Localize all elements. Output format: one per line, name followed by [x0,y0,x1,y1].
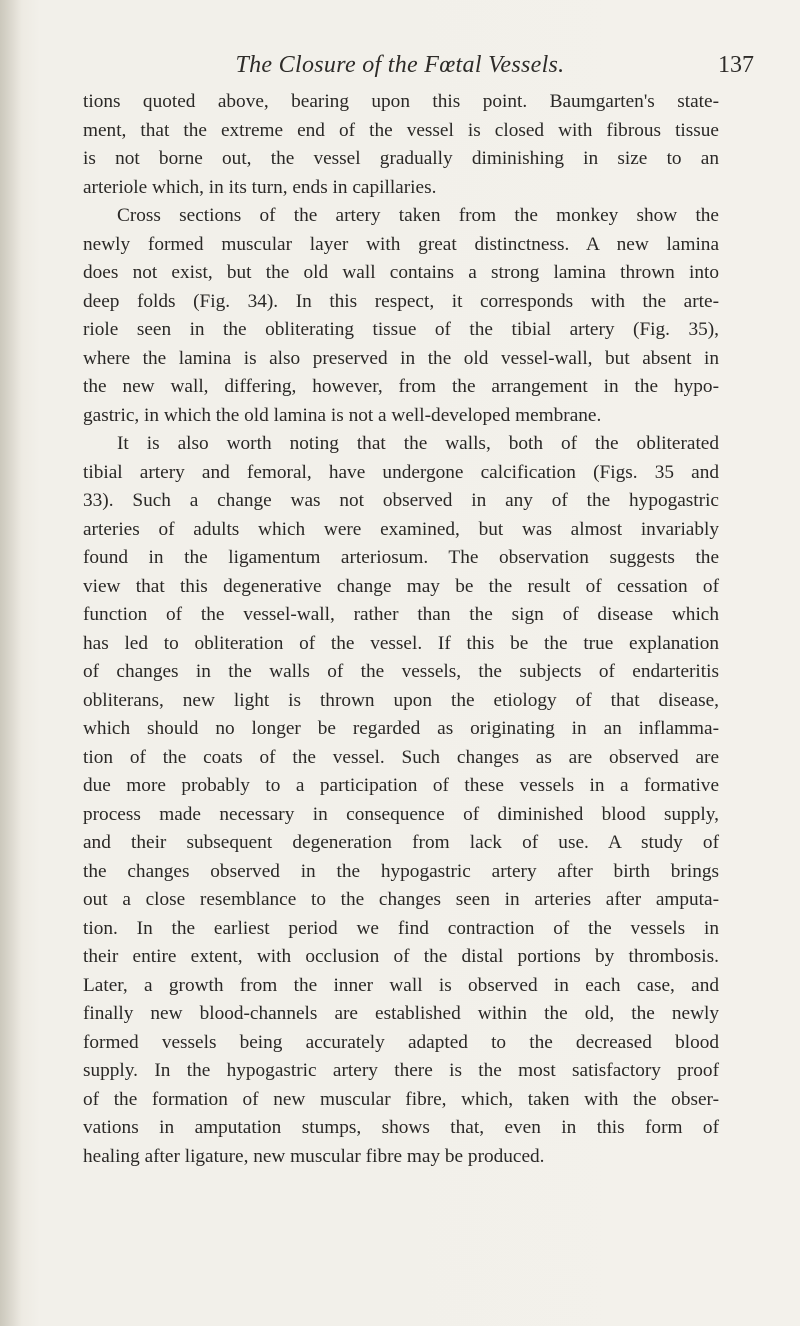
spine-shadow [0,0,22,1326]
text-line: ment, that the extreme end of the vessel is closed with fibrous tissue [83,119,719,141]
text-line: 33). Such a change was not observed in any of the hypogastric [83,490,719,511]
text-line: view that this degenerative change may be the result of cessation of [83,575,719,597]
text-line: gastric, in which the old lamina is not a well-developed membrane. [83,404,602,426]
text-line: deep folds (Fig. 34). In this respect, it corresponds with the arte- [83,290,719,312]
text-line: tibial artery and femoral, have undergone calcification (Figs. 35 and [83,461,719,483]
text-line: of the formation of new muscular fibre, which, taken with the obser- [83,1088,719,1110]
text-line: process made necessary in consequence of diminished blood supply, [83,803,719,825]
text-line: arteries of adults which were examined, but was almost invariably [83,518,719,540]
text-line: formed vessels being accurately adapted to the decreased blood [83,1031,719,1053]
text-line: their entire extent, with occlusion of the distal portions by thrombosis. [83,946,719,967]
text-line: obliterans, new light is thrown upon the etiology of that disease, [83,689,719,711]
text-line: It is also worth noting that the walls, both of the obliterated [117,433,719,454]
text-line: which should no longer be regarded as originating in an inflamma- [83,718,719,739]
text-line: tion of the coats of the vessel. Such changes as are observed are [83,746,719,768]
text-line: does not exist, but the old wall contains a strong lamina thrown into [83,262,719,283]
text-line: Cross sections of the artery taken from the monkey show the [117,205,719,226]
text-line: healing after ligature, new muscular fibre may be produced. [83,1145,545,1167]
text-line: Later, a growth from the inner wall is observed in each case, and [83,974,719,996]
running-title: The Closure of the Fœtal Vessels. [235,52,565,78]
text-line: newly formed muscular layer with great distinctness. A new lamina [83,233,719,255]
page-header [0,52,800,92]
body-text [83,88,719,1171]
text-line: tion. In the earliest period we find contraction of the vessels in [83,917,719,939]
text-line: out a close resemblance to the changes seen in arteries after amputa- [83,889,719,910]
text-line: finally new blood-channels are established within the old, the newly [83,1003,719,1024]
text-line: is not borne out, the vessel gradually diminishing in size to an [83,148,719,169]
text-line: the new wall, differing, however, from the arrangement in the hypo- [83,376,719,397]
text-line: arteriole which, in its turn, ends in capillaries. [83,176,437,198]
text-line: of changes in the walls of the vessels, the subjects of endarteritis [83,661,719,682]
text-line: supply. In the hypogastric artery there is the most satisfactory proof [83,1060,719,1081]
text-line: found in the ligamentum arteriosum. The observation suggests the [83,547,719,568]
text-line: function of the vessel-wall, rather than the sign of disease which [83,604,719,625]
text-line: the changes observed in the hypogastric artery after birth brings [83,860,719,882]
text-line: riole seen in the obliterating tissue of the tibial artery (Fig. 35), [83,319,719,340]
text-line: vations in amputation stumps, shows that, even in this form of [83,1117,719,1138]
page-number: 137 [718,52,754,78]
text-line: due more probably to a participation of these vessels in a formative [83,775,719,796]
text-line: has led to obliteration of the vessel. If this be the true explanation [83,632,719,654]
text-line: tions quoted above, bearing upon this point. Baumgarten's state- [83,91,719,112]
text-line: and their subsequent degeneration from lack of use. A study of [83,832,719,853]
text-line: where the lamina is also preserved in the old vessel-wall, but absent in [83,347,719,369]
